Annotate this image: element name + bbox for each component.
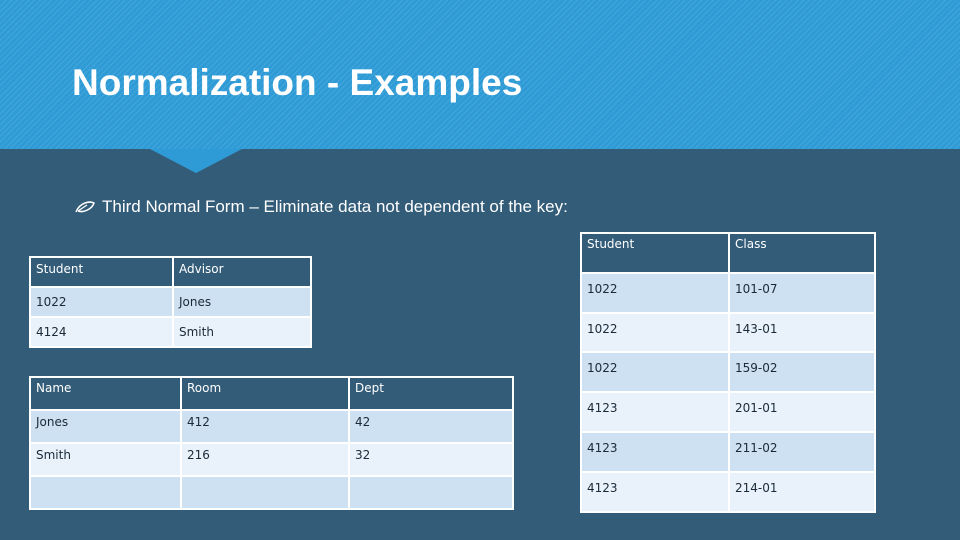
banner-notch [150,149,242,173]
header-cell-class: Class [729,233,875,273]
table-row [581,432,875,472]
table-row [30,476,513,509]
table-cell: 4123 [581,432,729,472]
table-cell: 101-07 [729,273,875,313]
table-cell: Smith [173,317,311,347]
table-row [30,443,513,476]
table-row [581,273,875,313]
table-cell [349,476,513,509]
table-cell: Jones [173,287,311,317]
name-room-dept-table [29,376,514,510]
table-header-row [30,257,311,287]
table-row [581,472,875,512]
header-cell-dept: Dept [349,377,513,410]
table-header-row [581,233,875,273]
table-row [581,313,875,353]
table-row [581,352,875,392]
table-cell: 214-01 [729,472,875,512]
table-cell: 412 [181,410,349,443]
table-cell: 4123 [581,392,729,432]
table-cell: 1022 [581,352,729,392]
bullet-item [74,197,568,217]
student-class-table [580,232,876,513]
header-cell-advisor: Advisor [173,257,311,287]
table-header-row [30,377,513,410]
header-cell-student: Student [581,233,729,273]
table-cell: 216 [181,443,349,476]
header-cell-room: Room [181,377,349,410]
table-row [30,410,513,443]
table-cell: 1022 [581,313,729,353]
table-cell: 1022 [581,273,729,313]
student-advisor-table [29,256,312,348]
header-cell-name: Name [30,377,181,410]
table-cell: 143-01 [729,313,875,353]
table-cell [30,476,181,509]
table-cell: 159-02 [729,352,875,392]
table-cell: 201-01 [729,392,875,432]
table-cell: Smith [30,443,181,476]
table-row [581,392,875,432]
table-cell [181,476,349,509]
table-row [30,317,311,347]
table-cell: 42 [349,410,513,443]
table-cell: 211-02 [729,432,875,472]
table-cell: 32 [349,443,513,476]
table-cell: 4123 [581,472,729,512]
table-cell: Jones [30,410,181,443]
leaf-bullet-icon [74,200,96,214]
bullet-text: Third Normal Form – Eliminate data not dependent of the key: [102,197,568,216]
header-cell-student: Student [30,257,173,287]
slide-title: Normalization - Examples [72,62,523,103]
table-cell: 4124 [30,317,173,347]
table-cell: 1022 [30,287,173,317]
table-row [30,287,311,317]
